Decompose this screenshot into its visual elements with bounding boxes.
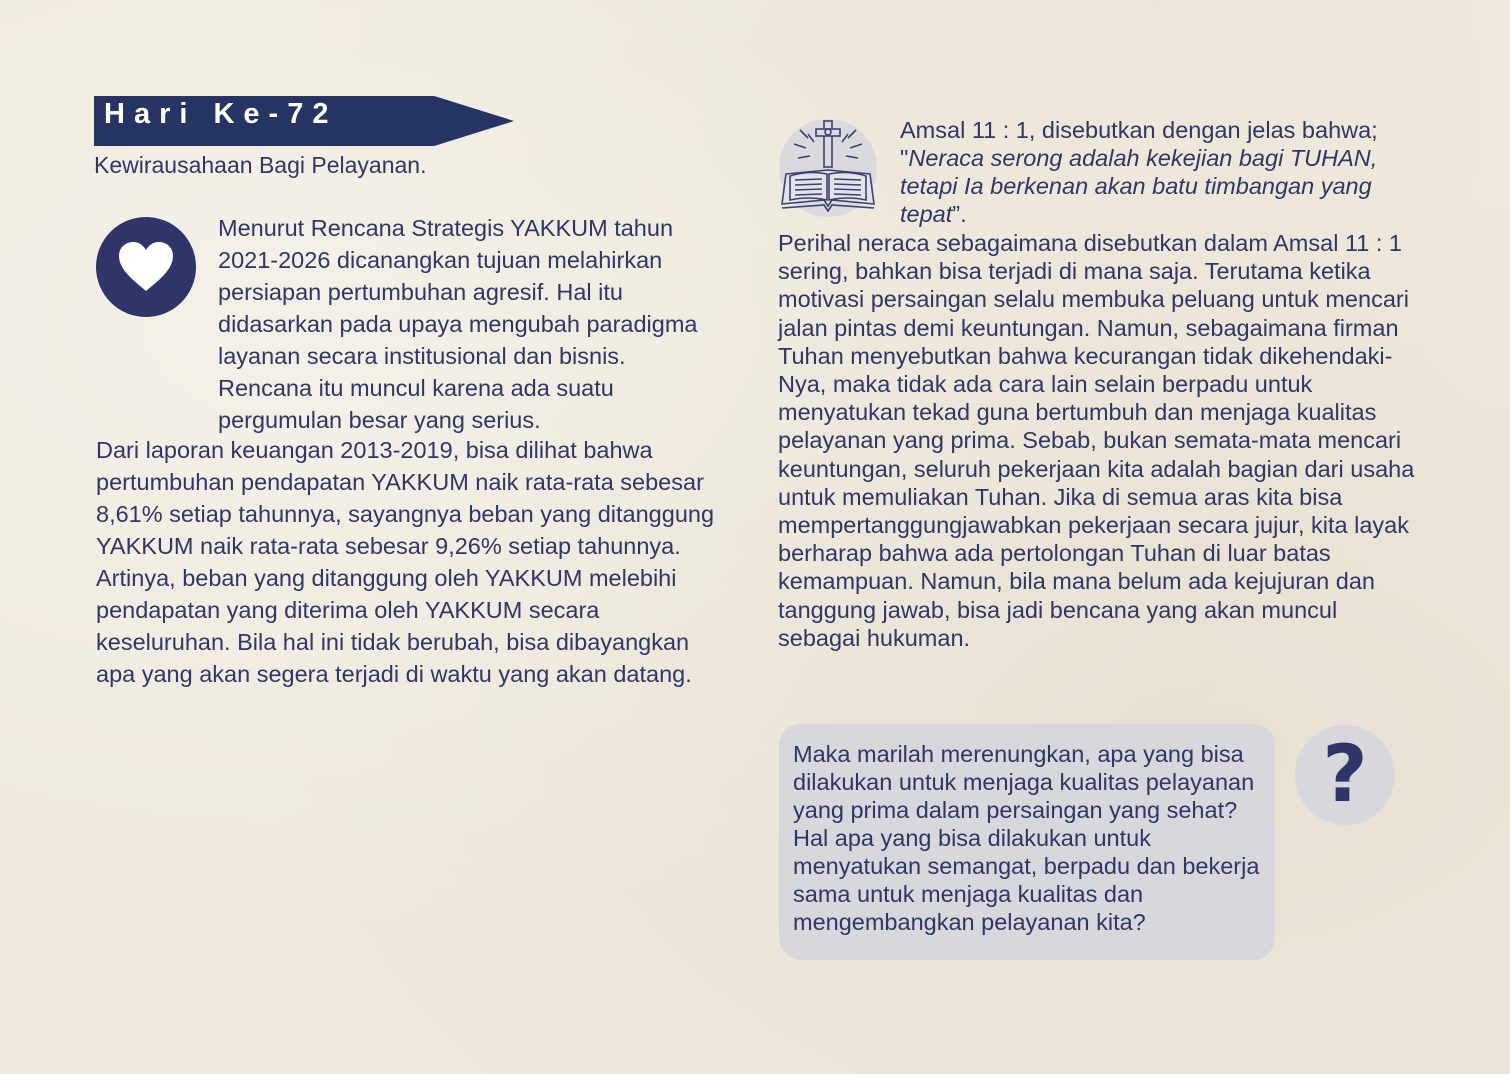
quote-verse: Neraca serong adalah kekejian bagi TUHAN, tetapi Ia berkenan akan batu timbangan yang tepat (900, 145, 1378, 227)
reflection-question: Maka marilah merenungkan, apa yang bisa dilakukan untuk menjaga kualitas pelayanan yang prima dalam persaingan yang sehat? Hal apa yang bisa dilakukan untuk menyatukan semangat, berpadu dan bekerja sama untuk menjaga kualitas dan mengembangkan pelayanan kita? (793, 741, 1260, 935)
quote-end: ”. (952, 201, 967, 227)
question-mark-icon: ? (1322, 730, 1368, 820)
reflection-paragraph: Perihal neraca sebagaimana disebutkan dalam Amsal 11 : 1 sering, bahkan bisa terjadi di mana saja. Terutama ketika motivasi persaingan selalu membuka peluang untuk mencari jalan pintas demi keuntungan. Namun, sebagaimana firman Tuhan menyebutkan bahwa kecurangan tidak dikehendaki-Nya, maka tidak ada cara lain selain berpadu untuk menyatukan tekad guna bertumbuh dan menjaga kualitas pelayanan yang prima. Sebab, bukan semata-mata mencari keuntungan, seluruh pekerjaan kita adalah bagian dari usaha untuk memuliakan Tuhan. Jika di semua aras kita bisa mempertanggungjawabkan pekerjaan secara jujur, kita layak berharap bahwa ada pertolongan Tuhan di luar batas kemampuan. Namun, bila mana belum ada kejujuran dan tanggung jawab, bisa jadi bencana yang akan muncul sebagai hukuman. (778, 230, 1415, 651)
intro-paragraph: Menurut Rencana Strategis YAKKUM tahun 2021-2026 dicanangkan tujuan melahirkan persiapan pertumbuhan agresif. Hal itu didasarkan pada upaya mengubah paradigma layanan secara institusional dan bisnis. Rencana itu muncul karena ada suatu pergumulan besar yang serius. (218, 215, 698, 433)
bible-icon (778, 118, 880, 218)
quote-intro: Amsal 11 : 1, disebutkan dengan jelas bahwa; " (900, 117, 1378, 171)
question-badge (1295, 725, 1395, 825)
page-subtitle: Kewirausahaan Bagi Pelayanan. (94, 152, 427, 178)
heart-badge (96, 217, 196, 317)
day-title: Hari Ke-72 (104, 98, 338, 130)
heart-icon (117, 241, 175, 293)
financial-paragraph: Dari laporan keuangan 2013-2019, bisa dilihat bahwa pertumbuhan pendapatan YAKKUM naik rata-rata sebesar 8,61% setiap tahunnya, sayangnya beban yang ditanggung YAKKUM naik rata-rata sebesar 9,26% setiap tahunnya. Artinya, beban yang ditanggung oleh YAKKUM melebihi pendapatan yang diterima oleh YAKKUM secara keseluruhan. Bila hal ini tidak berubah, bisa dibayangkan apa yang akan segera terjadi di waktu yang akan datang. (96, 437, 715, 687)
scripture-quote (900, 116, 1420, 228)
